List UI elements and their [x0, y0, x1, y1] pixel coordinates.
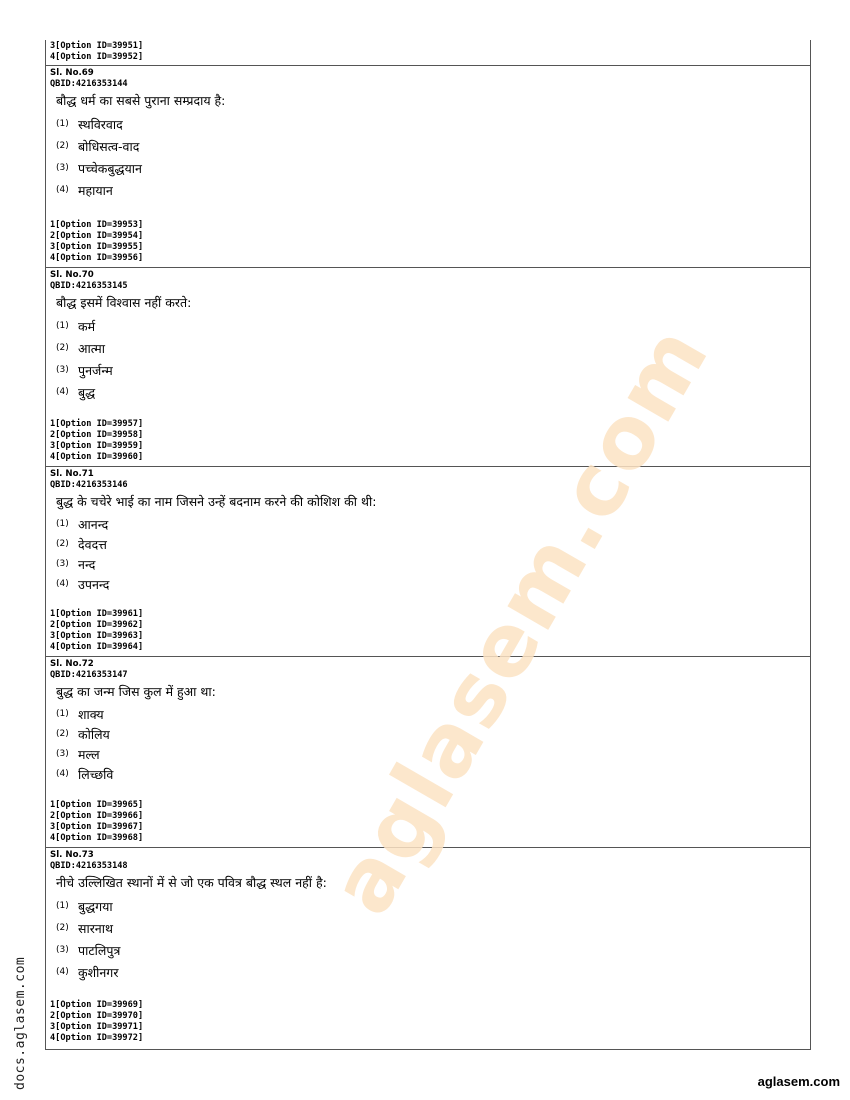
option-ids [50, 800, 143, 844]
option [56, 939, 810, 961]
option-number: (1) [56, 901, 69, 911]
option-id: 2[Option ID=39970] [50, 1011, 144, 1021]
option [56, 534, 810, 554]
option [56, 744, 810, 764]
option-text: पच्चेकबुद्धयान [78, 160, 142, 176]
option-id: 3[Option ID=39967] [50, 822, 144, 832]
option-text: बुद्धगया [78, 898, 113, 914]
serial-number: Sl. No.73 [50, 850, 94, 860]
option-number: (3) [56, 365, 69, 375]
option-id: 4[Option ID=39956] [50, 253, 144, 263]
option [56, 917, 810, 939]
option-id: 2[Option ID=39966] [50, 811, 144, 821]
option-id: 4[Option ID=39968] [50, 833, 144, 843]
option-id: 3[Option ID=39955] [50, 242, 144, 252]
question-block [46, 466, 810, 656]
option-number: (3) [56, 749, 69, 759]
option-id: 3[Option ID=39951] [50, 41, 144, 51]
option-id: 1[Option ID=39965] [50, 800, 144, 810]
option [56, 514, 810, 534]
option-id: 3[Option ID=39971] [50, 1022, 144, 1032]
option-number: (4) [56, 185, 69, 195]
option-ids [50, 220, 143, 264]
option-number: (3) [56, 945, 69, 955]
question-block [46, 656, 810, 847]
option-number: (2) [56, 141, 69, 151]
option-number: (2) [56, 923, 69, 933]
option-text: कर्म [78, 318, 96, 334]
option [56, 574, 810, 594]
option-id: 2[Option ID=39954] [50, 231, 144, 241]
option [56, 113, 810, 135]
question-text: बौद्ध इसमें विश्वास नहीं करते: [56, 295, 192, 310]
serial-number: Sl. No.69 [50, 68, 94, 78]
option [56, 704, 810, 724]
option [56, 315, 810, 337]
side-url: docs.aglasem.com [13, 956, 28, 1090]
option-text: महायान [78, 182, 113, 198]
question-text: नीचे उल्लिखित स्थानों में से जो एक पवित्र बौद्ध स्थल नहीं है: [56, 875, 327, 890]
option-text: देवदत्त [78, 536, 107, 552]
option-id: 4[Option ID=39960] [50, 452, 144, 462]
question-text: बुद्ध के चचेरे भाई का नाम जिसने उन्हें बदनाम करने की कोशिश की थी: [56, 494, 377, 509]
option-text: कुशीनगर [78, 964, 119, 980]
serial-number: Sl. No.71 [50, 469, 94, 479]
option-text: बोधिसत्व-वाद [78, 138, 140, 154]
option-number: (3) [56, 163, 69, 173]
option-number: (4) [56, 387, 69, 397]
option-text: नन्द [78, 556, 96, 572]
option-number: (1) [56, 321, 69, 331]
option-text: मल्ल [78, 746, 100, 762]
footer-brand: aglasem.com [757, 1074, 840, 1089]
question-text: बुद्ध का जन्म जिस कुल में हुआ था: [56, 684, 216, 699]
option-id: 4[Option ID=39972] [50, 1033, 144, 1043]
option-text: पाटलिपुत्र [78, 942, 121, 958]
option-text: शाक्य [78, 706, 104, 722]
option [56, 157, 810, 179]
option [56, 359, 810, 381]
option [56, 961, 810, 983]
qbid: QBID:4216353145 [50, 281, 128, 291]
option-id: 2[Option ID=39958] [50, 430, 144, 440]
option-number: (1) [56, 709, 69, 719]
serial-number: Sl. No.70 [50, 270, 94, 280]
question-block [46, 267, 810, 466]
qbid: QBID:4216353146 [50, 480, 128, 490]
option [56, 135, 810, 157]
option-number: (4) [56, 769, 69, 779]
option-number: (2) [56, 539, 69, 549]
option [56, 381, 810, 403]
option-text: आत्मा [78, 340, 106, 356]
question-sheet [45, 40, 811, 1050]
option-number: (2) [56, 343, 69, 353]
question-text: बौद्ध धर्म का सबसे पुराना सम्प्रदाय है: [56, 93, 226, 108]
qbid: QBID:4216353148 [50, 861, 128, 871]
question-block [46, 847, 810, 1047]
option-text: लिच्छवि [78, 766, 114, 782]
option [56, 895, 810, 917]
option-text: कोलिय [78, 726, 110, 742]
previous-option-ids [46, 40, 810, 65]
option-id: 3[Option ID=39963] [50, 631, 144, 641]
option-text: उपनन्द [78, 576, 110, 592]
option-text: पुनर्जन्म [78, 362, 113, 378]
option [56, 179, 810, 201]
qbid: QBID:4216353147 [50, 670, 128, 680]
option-number: (1) [56, 519, 69, 529]
option-number: (4) [56, 579, 69, 589]
option [56, 764, 810, 784]
option-id: 1[Option ID=39961] [50, 609, 144, 619]
option [56, 554, 810, 574]
option-text: आनन्द [78, 516, 109, 532]
option-ids [50, 609, 143, 653]
option-text: स्थविरवाद [78, 116, 123, 132]
serial-number: Sl. No.72 [50, 659, 94, 669]
option-number: (2) [56, 729, 69, 739]
option-id: 1[Option ID=39969] [50, 1000, 144, 1010]
option-id: 4[Option ID=39964] [50, 642, 144, 652]
option-id: 1[Option ID=39953] [50, 220, 144, 230]
option-number: (1) [56, 119, 69, 129]
option-id: 3[Option ID=39959] [50, 441, 144, 451]
option-ids [50, 1000, 143, 1044]
option-id: 2[Option ID=39962] [50, 620, 144, 630]
qbid: QBID:4216353144 [50, 79, 128, 89]
option-text: सारनाथ [78, 920, 113, 936]
option-number: (3) [56, 559, 69, 569]
question-block [46, 65, 810, 267]
option-number: (4) [56, 967, 69, 977]
option [56, 724, 810, 744]
option [56, 337, 810, 359]
option-id: 1[Option ID=39957] [50, 419, 144, 429]
option-text: बुद्ध [78, 384, 96, 400]
option-ids [50, 419, 143, 463]
watermark: aglasem.com [311, 308, 729, 932]
option-id: 4[Option ID=39952] [50, 52, 144, 62]
